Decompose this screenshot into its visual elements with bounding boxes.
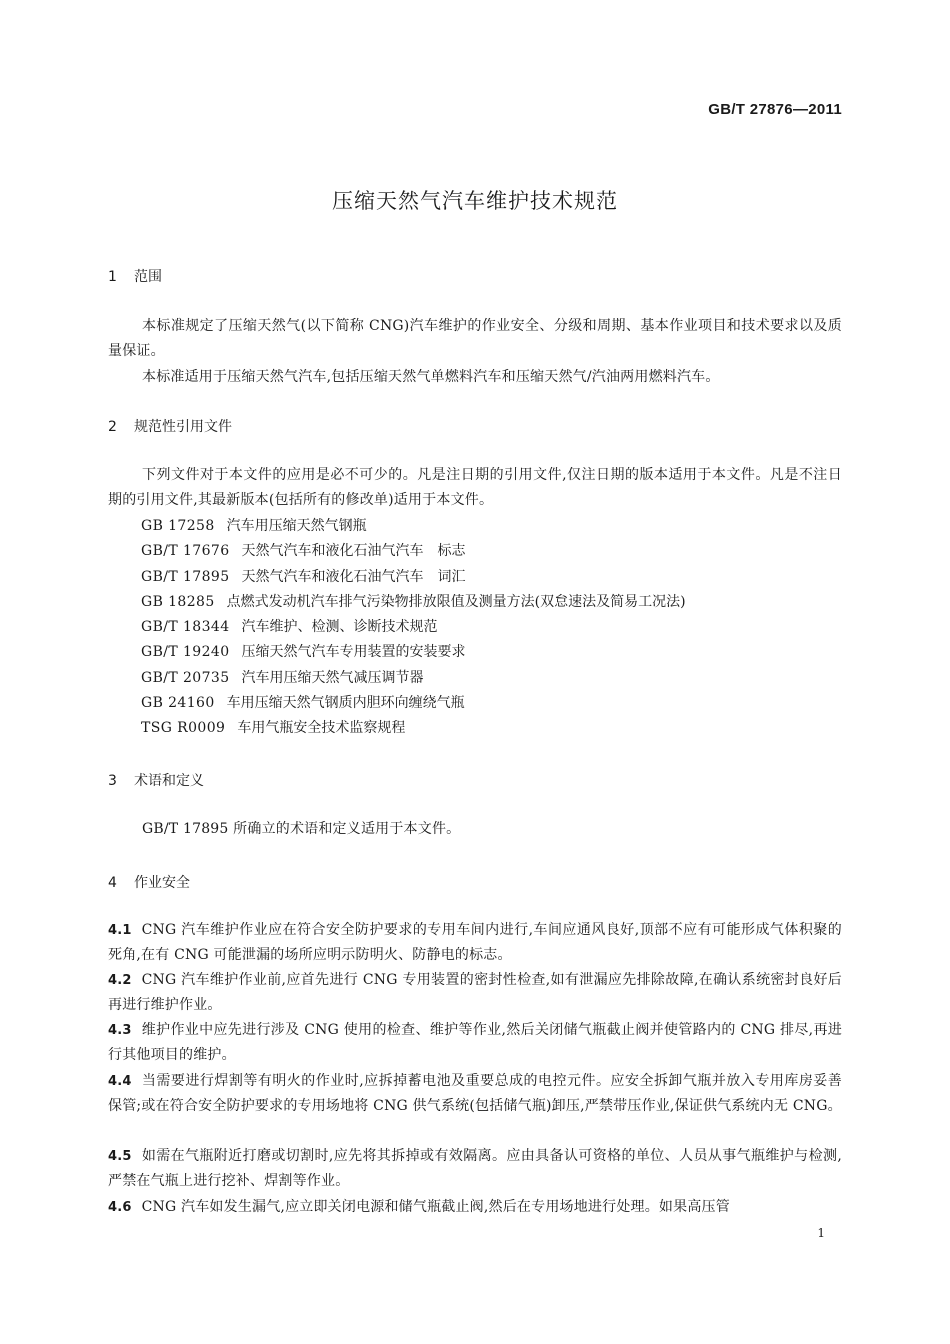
clause-4-4 (108, 1069, 842, 1119)
reference-title: 天然气汽车和液化石油气汽车 词汇 (241, 568, 466, 585)
section-number: 4 (108, 875, 117, 891)
reference-code: GB/T 19240 (141, 644, 230, 661)
reference-code: GB 18285 (141, 593, 215, 610)
list-item (141, 590, 686, 615)
list-item (141, 716, 686, 741)
normative-intro-paragraph: 下列文件对于本文件的应用是必不可少的。凡是注日期的引用文件,仅注日期的版本适用于本文件。凡是不注日期的引用文件,其最新版本(包括所有的修改单)适用于本文件。 (108, 467, 842, 508)
section-title: 术语和定义 (134, 773, 204, 789)
reference-title: 汽车维护、检测、诊断技术规范 (241, 619, 438, 636)
clause-text: 维护作业中应先进行涉及 CNG 使用的检查、维护等作业,然后关闭储气瓶截止阀并使管路内的 CNG 排尽,再进行其他项目的维护。 (108, 1022, 842, 1063)
reference-title: 天然气汽车和液化石油气汽车 标志 (241, 543, 466, 560)
list-item (141, 615, 686, 640)
reference-code: GB 24160 (141, 695, 215, 712)
page-title: 压缩天然气汽车维护技术规范 (332, 189, 618, 213)
clause-number: 4.6 (108, 1200, 132, 1215)
clause-4-2 (108, 968, 842, 1018)
clause-text: CNG 汽车维护作业应在符合安全防护要求的专用车间内进行,车间应通风良好,顶部不应有可能形成气体积聚的死角,在有 CNG 可能泄漏的场所应明示防明火、防静电的标志。 (108, 922, 842, 963)
clause-number: 4.2 (108, 973, 132, 988)
clause-4-3 (108, 1018, 842, 1068)
scope-paragraph-2: 本标准适用于压缩天然气汽车,包括压缩天然气单燃料汽车和压缩天然气/汽油两用燃料汽车。 (142, 369, 720, 385)
reference-code: GB/T 17895 (141, 568, 230, 585)
standard-code: GB/T 27876—2011 (708, 101, 842, 118)
section-heading-terms (108, 770, 204, 790)
clause-text: 当需要进行焊割等有明火的作业时,应拆掉蓄电池及重要总成的电控元件。应安全拆卸气瓶并放入专用库房妥善保管;或在符合安全防护要求的专用场地将 CNG 供气系统(包括储气瓶)卸压,严禁带压作业,保证供气系统内无 CNG。 (108, 1073, 842, 1114)
reference-title: 车用压缩天然气钢质内胆环向缠绕气瓶 (226, 695, 465, 712)
clause-number: 4.3 (108, 1023, 132, 1038)
reference-title: 汽车用压缩天然气钢瓶 (226, 518, 367, 534)
reference-title: 汽车用压缩天然气减压调节器 (241, 669, 424, 686)
section-heading-scope (108, 266, 162, 286)
clause-number: 4.1 (108, 923, 132, 938)
reference-code: GB/T 20735 (141, 669, 230, 686)
section-heading-normative-references (108, 416, 232, 436)
clause-number: 4.4 (108, 1074, 132, 1089)
reference-code: GB 17258 (141, 518, 215, 534)
clause-number: 4.5 (108, 1149, 132, 1164)
list-item (141, 666, 686, 691)
page-number: 1 (817, 1226, 825, 1240)
reference-title: 压缩天然气汽车专用装置的安装要求 (241, 644, 466, 661)
section-number: 3 (108, 773, 117, 789)
reference-title: 点燃式发动机汽车排气污染物排放限值及测量方法(双怠速法及简易工况法) (226, 593, 686, 610)
list-item (141, 691, 686, 716)
section-title: 作业安全 (134, 875, 190, 891)
section-heading-safety (108, 872, 190, 892)
section-title: 规范性引用文件 (134, 419, 232, 435)
list-item (141, 565, 686, 590)
section-number: 1 (108, 269, 117, 285)
section-number: 2 (108, 419, 117, 435)
clause-text: CNG 汽车如发生漏气,应立即关闭电源和储气瓶截止阀,然后在专用场地进行处理。如果高压管 (141, 1199, 730, 1215)
section-title: 范围 (134, 269, 162, 285)
terms-paragraph: GB/T 17895 所确立的术语和定义适用于本文件。 (142, 821, 461, 837)
reference-title: 车用气瓶安全技术监察规程 (237, 720, 406, 737)
clause-4-5 (108, 1144, 842, 1194)
clause-4-6 (108, 1195, 842, 1220)
scope-paragraph-1: 本标准规定了压缩天然气(以下简称 CNG)汽车维护的作业安全、分级和周期、基本作业项目和技术要求以及质量保证。 (108, 318, 842, 359)
clause-text: 如需在气瓶附近打磨或切割时,应先将其拆掉或有效隔离。应由具备认可资格的单位、人员从事气瓶维护与检测,严禁在气瓶上进行挖补、焊割等作业。 (108, 1148, 842, 1189)
reference-code: TSG R0009 (141, 720, 226, 737)
reference-list (141, 514, 686, 742)
reference-code: GB/T 18344 (141, 619, 230, 636)
reference-code: GB/T 17676 (141, 543, 230, 560)
clause-text: CNG 汽车维护作业前,应首先进行 CNG 专用装置的密封性检查,如有泄漏应先排除故障,在确认系统密封良好后再进行维护作业。 (108, 972, 842, 1013)
list-item (141, 514, 686, 539)
clause-4-1 (108, 918, 842, 968)
list-item (141, 640, 686, 665)
list-item (141, 539, 686, 564)
